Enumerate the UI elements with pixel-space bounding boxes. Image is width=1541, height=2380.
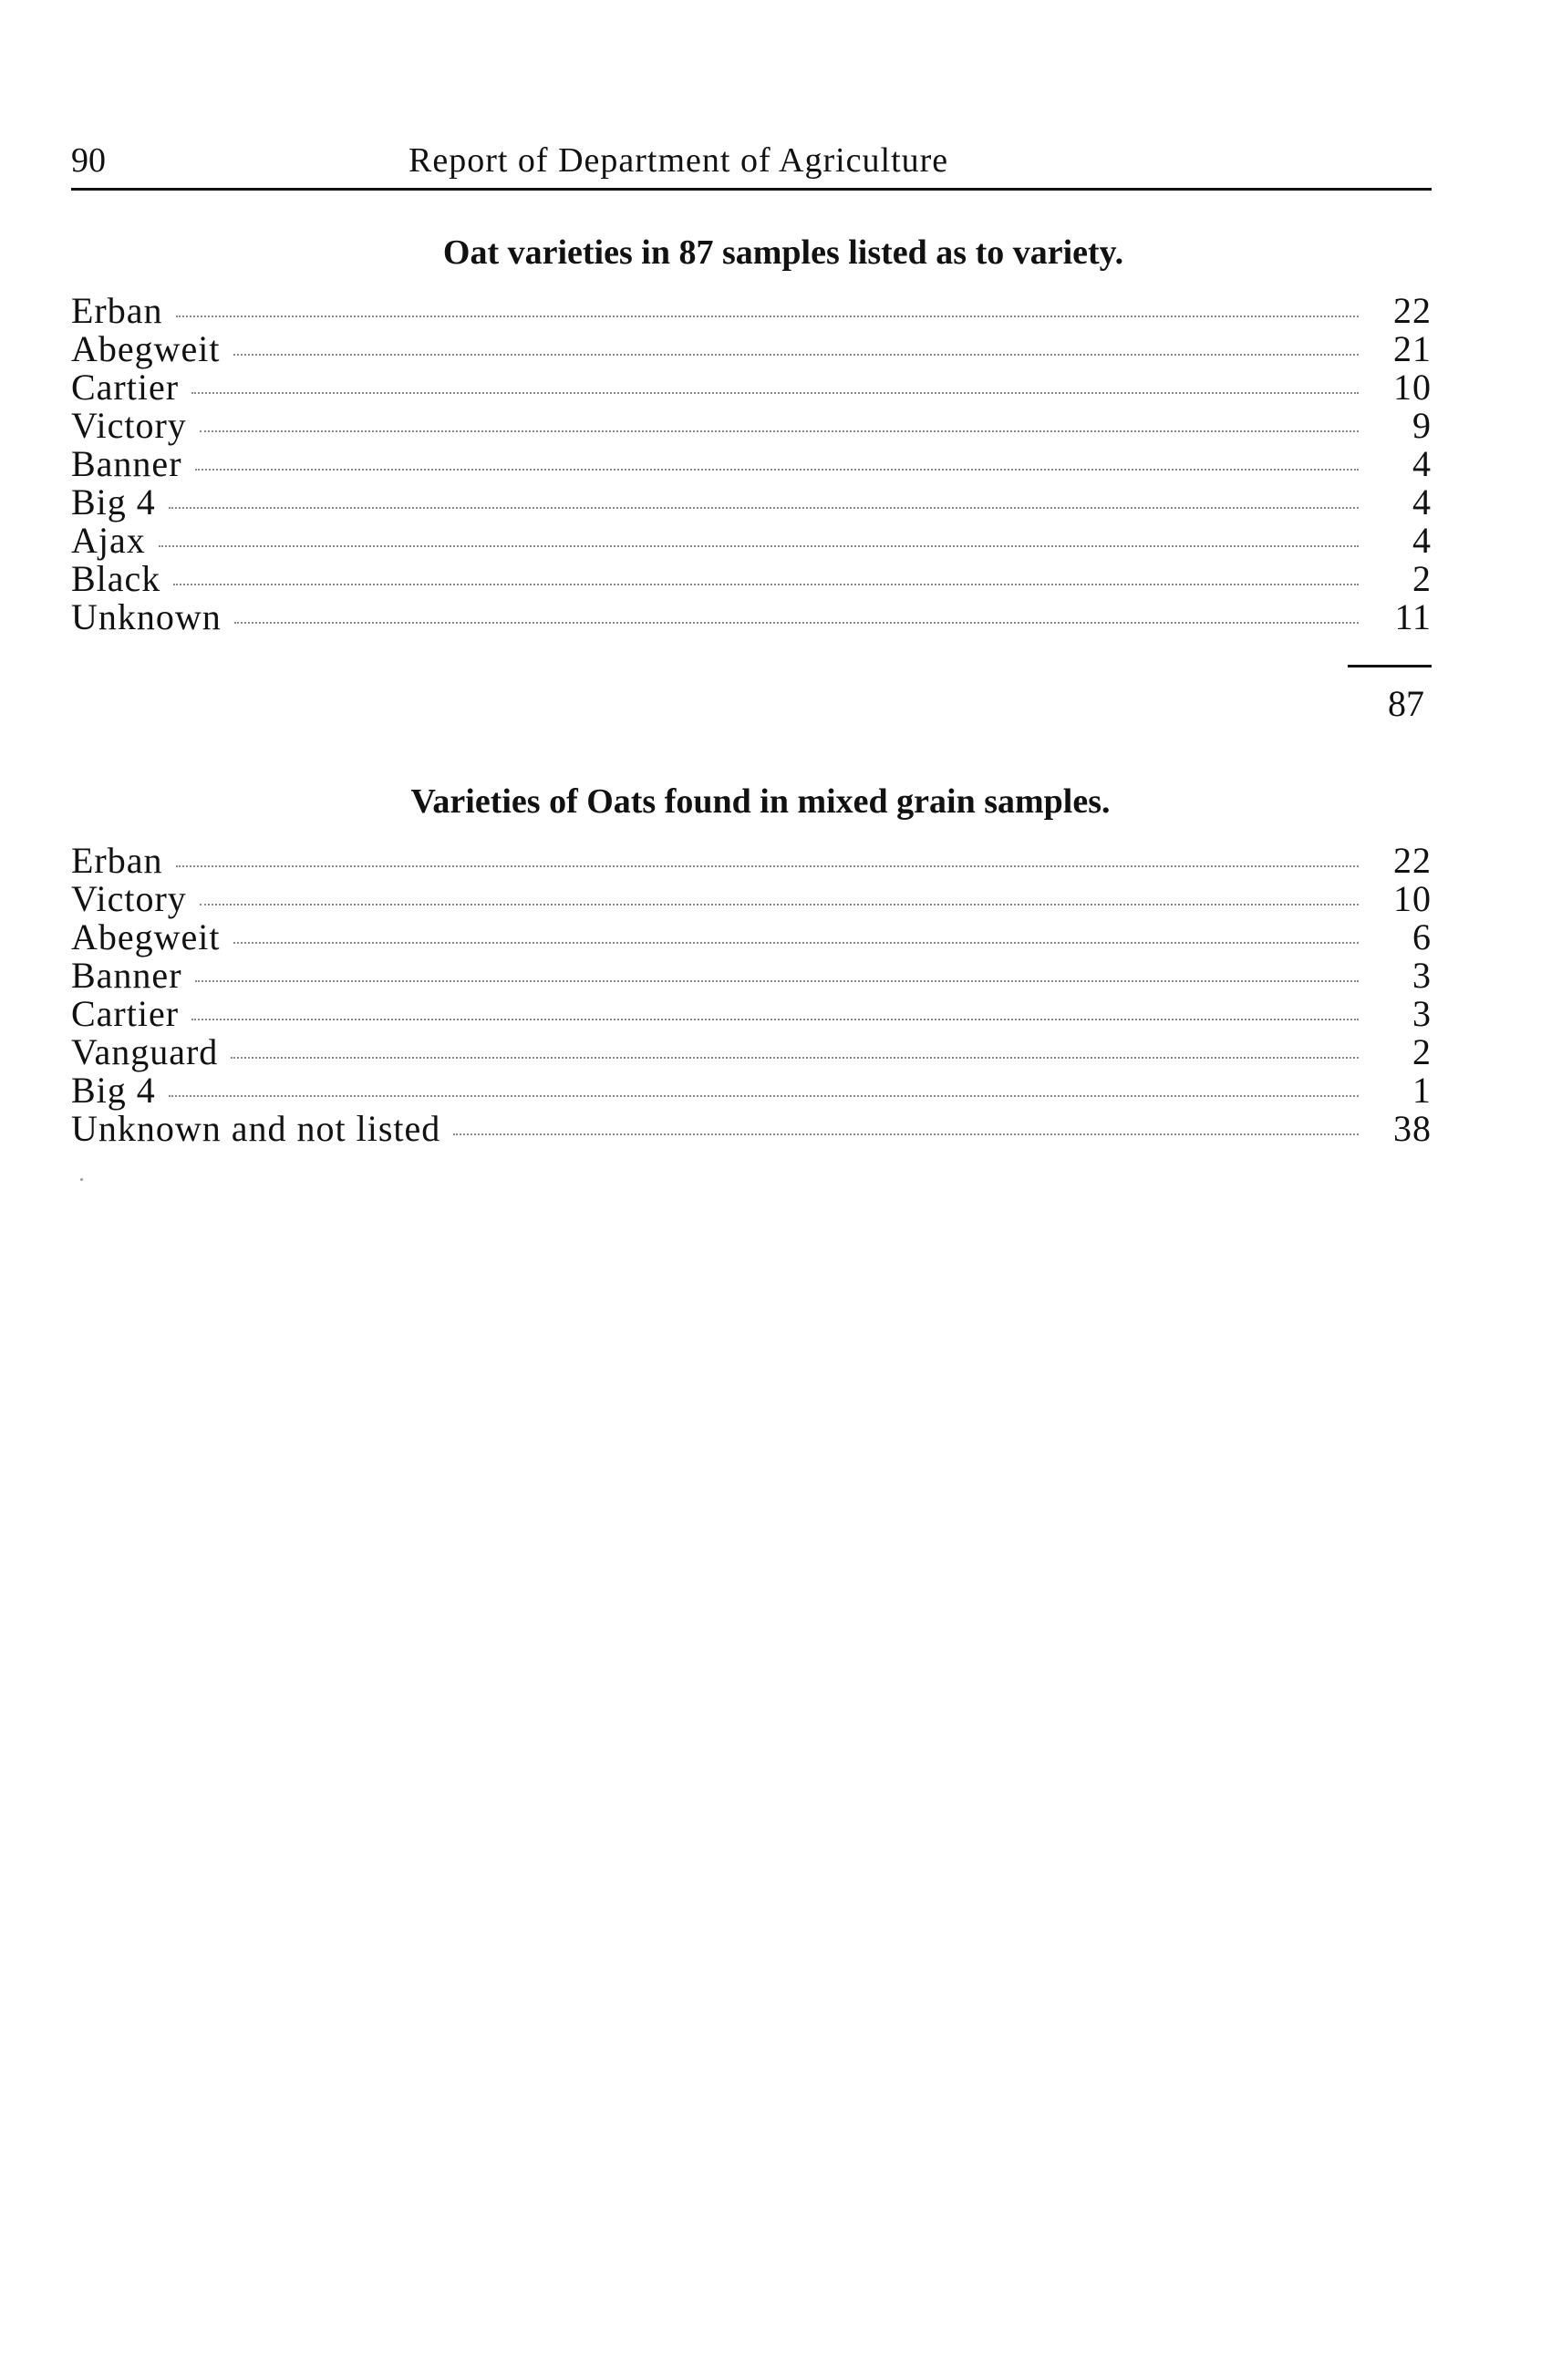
variety-label: Unknown and not listed [71,1108,441,1149]
dot-leader [233,354,1359,356]
sample-count: 2 [1412,1031,1432,1072]
dot-leader [195,469,1359,471]
table-row [71,918,1432,957]
variety-label: Banner [71,955,182,996]
sample-count: 22 [1393,840,1432,881]
table-row [71,445,1432,483]
sample-count: 3 [1412,993,1432,1034]
sample-count: 10 [1393,878,1432,919]
variety-label: Erban [71,840,163,881]
variety-label: Big 4 [71,1070,156,1111]
table1-title: Oat varieties in 87 samples listed as to variety. [442,233,1124,272]
table-row [71,1110,1432,1148]
variety-label: Erban [71,290,163,331]
oat-varieties-table [71,292,1432,636]
table-row [71,1071,1432,1110]
dot-leader [176,865,1359,867]
sample-count: 38 [1393,1108,1432,1149]
variety-label: Unknown [71,596,222,637]
sample-count: 4 [1412,443,1432,484]
dot-leader [453,1133,1359,1135]
table2-title: Varieties of Oats found in mixed grain samples. [410,782,1111,821]
table-row [71,330,1432,368]
sample-count: 4 [1412,481,1432,523]
sample-count: 4 [1412,520,1432,561]
dot-leader [200,430,1359,432]
page-number: 90 [71,141,106,180]
dot-leader [195,980,1359,982]
table-row [71,957,1432,995]
table-row [71,522,1432,560]
variety-label: Victory [71,405,187,446]
total-rule [1348,665,1432,667]
table-row [71,1033,1432,1071]
variety-label: Vanguard [71,1031,219,1072]
dot-leader [169,1095,1359,1097]
table-row [71,292,1432,330]
dot-leader [231,1057,1359,1059]
sample-count: 3 [1412,955,1432,996]
sample-count: 6 [1412,916,1432,957]
dot-leader [176,316,1359,317]
mixed-grain-oats-table [71,842,1432,1148]
dot-leader [233,942,1359,944]
sample-count: 10 [1393,367,1432,408]
dot-leader [169,507,1359,509]
variety-label: Ajax [71,520,146,561]
table-row [71,598,1432,636]
table-row [71,880,1432,918]
variety-label: Big 4 [71,481,156,523]
table-row [71,995,1432,1033]
print-speck [80,1178,83,1181]
table-row [71,842,1432,880]
dot-leader [234,622,1359,624]
variety-label: Abegweit [71,916,221,957]
sample-count: 2 [1412,558,1432,599]
sample-count: 22 [1393,290,1432,331]
variety-label: Black [71,558,161,599]
dot-leader [173,584,1359,585]
table-row [71,483,1432,522]
dot-leader [159,545,1359,547]
dot-leader [191,392,1359,394]
variety-label: Cartier [71,367,180,408]
sample-count: 9 [1412,405,1432,446]
variety-label: Abegweit [71,328,221,369]
dot-leader [191,1019,1359,1020]
running-title: Report of Department of Agriculture [409,141,949,180]
table-row [71,368,1432,407]
table-row [71,560,1432,598]
table-row [71,407,1432,445]
sample-count: 11 [1394,596,1432,637]
variety-label: Banner [71,443,182,484]
dot-leader [200,904,1359,905]
variety-label: Victory [71,878,187,919]
sample-count: 1 [1412,1070,1432,1111]
variety-label: Cartier [71,993,180,1034]
table1-total: 87 [1388,683,1424,724]
sample-count: 21 [1393,328,1432,369]
page-header [71,137,1432,191]
